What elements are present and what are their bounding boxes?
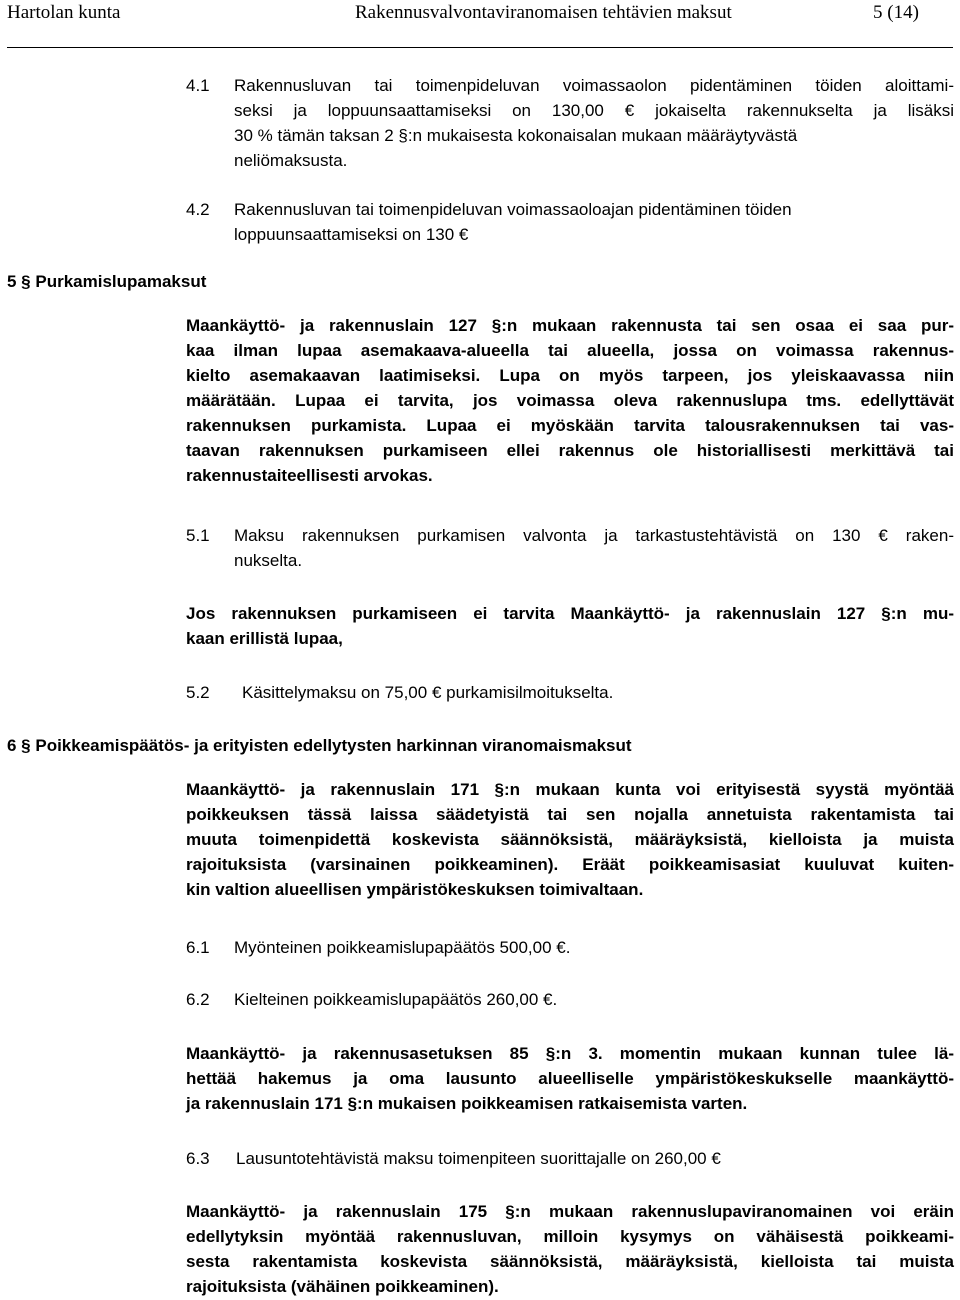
text-line: kin valtion alueellisen ympäristökeskuksen toimivaltaan. (186, 880, 644, 899)
page-header (0, 0, 960, 30)
paragraph-6-statement (186, 1041, 954, 1116)
item-text-6-2: Kielteinen poikkeamislupapäätös 260,00 €. (234, 990, 558, 1009)
header-document-title: Rakennusvalvontaviranomaisen tehtävien maksut (355, 2, 732, 23)
text-line: Maksu rakennuksen purkamisen valvonta ja tarkastustehtävistä on 130 € raken- (234, 526, 954, 545)
paragraph-5-no-permit (186, 601, 954, 651)
item-number-6-2: 6.2 (186, 990, 210, 1009)
paragraph-5-1 (234, 523, 954, 573)
text-line: Maankäyttö- ja rakennusasetuksen 85 §:n 3. momentin mukaan kunnan tulee lä- (186, 1044, 954, 1063)
header-divider (7, 47, 953, 48)
text-line: neliömaksusta. (234, 151, 348, 170)
item-number-4-2: 4.2 (186, 200, 210, 219)
text-line: poikkeuksen tässä laissa säädetyistä tai sen nojalla annetuista rakentamista tai (186, 805, 954, 824)
paragraph-6-minor-deviation (186, 1199, 954, 1299)
item-number-6-1: 6.1 (186, 938, 210, 957)
paragraph-4-2 (234, 197, 954, 247)
text-line: muuta toimenpidettä koskevista säännöksistä, määräyksistä, kielloista ja muista (186, 830, 954, 849)
text-line: Jos rakennuksen purkamiseen ei tarvita Maankäyttö- ja rakennuslain 127 §:n mu- (186, 604, 954, 623)
text-line: rajoituksista (varsinainen poikkeaminen). Eräät poikkeamisasiat kuuluvat kuiten- (186, 855, 954, 874)
item-text-5-2: Käsittelymaksu on 75,00 € purkamisilmoitukselta. (242, 683, 614, 702)
item-number-5-2: 5.2 (186, 683, 210, 702)
text-line: Maankäyttö- ja rakennuslain 127 §:n mukaan rakennusta tai sen osaa ei saa pur- (186, 316, 954, 335)
header-municipality: Hartolan kunta (7, 2, 121, 23)
text-line: hettää hakemus ja oma lausunto alueelliselle ympäristökeskukselle maankäyttö- (186, 1069, 954, 1088)
item-text-6-1: Myönteinen poikkeamislupapäätös 500,00 €. (234, 938, 571, 957)
item-number-5-1: 5.1 (186, 526, 210, 545)
item-number-6-3: 6.3 (186, 1149, 210, 1168)
text-line: Maankäyttö- ja rakennuslain 171 §:n mukaan kunta voi erityisestä syystä myöntää (186, 780, 954, 799)
section-heading-6: 6 § Poikkeamispäätös- ja erityisten edellytysten harkinnan viranomaismaksut (7, 736, 632, 755)
text-line: nukselta. (234, 551, 303, 570)
item-number-4-1: 4.1 (186, 76, 210, 95)
paragraph-6 (186, 777, 954, 902)
text-line: loppuunsaattamiseksi on 130 € (234, 225, 469, 244)
text-line: Rakennusluvan tai toimenpideluvan voimassaolon pidentäminen töiden aloittami- (234, 76, 954, 95)
text-line: kaa ilman lupaa asemakaava-alueella tai alueella, jossa on voimassa rakennus- (186, 341, 954, 360)
paragraph-5 (186, 313, 954, 488)
text-line: kielto asemakaavan laatimiseksi. Lupa on myös tarpeen, jos yleiskaavassa niin (186, 366, 954, 385)
text-line: seksi ja loppuunsaattamiseksi on 130,00 € jokaiselta rakennukselta ja lisäksi (234, 101, 954, 120)
text-line: sesta rakentamista koskevista säännöksistä, määräyksistä, kielloista tai muista (186, 1252, 954, 1271)
item-text-6-3: Lausuntotehtävistä maksu toimenpiteen suorittajalle on 260,00 € (236, 1149, 721, 1168)
text-line: edellytyksin myöntää rakennusluvan, milloin kysymys on vähäisestä poikkeami- (186, 1227, 954, 1246)
paragraph-4-1 (234, 73, 954, 173)
text-line: ja rakennuslain 171 §:n mukaisen poikkeamisen ratkaisemista varten. (186, 1094, 748, 1113)
text-line: taavan rakennuksen purkamiseen ellei rakennus ole historiallisesti merkittävä tai (186, 441, 954, 460)
header-page-number: 5 (14) (873, 2, 919, 23)
text-line: kaan erillistä lupaa, (186, 629, 343, 648)
text-line: 30 % tämän taksan 2 §:n mukaisesta kokonaisalan mukaan määräytyvästä (234, 126, 798, 145)
text-line: rajoituksista (vähäinen poikkeaminen). (186, 1277, 499, 1296)
section-heading-5: 5 § Purkamislupamaksut (7, 272, 207, 291)
text-line: Rakennusluvan tai toimenpideluvan voimassaoloajan pidentäminen töiden (234, 200, 792, 219)
text-line: määrätään. Lupaa ei tarvita, jos voimassa oleva rakennuslupa tms. edellyttävät (186, 391, 954, 410)
text-line: rakennuksen purkamista. Lupaa ei myöskään tarvita talousrakennuksen tai vas- (186, 416, 954, 435)
text-line: Maankäyttö- ja rakennuslain 175 §:n mukaan rakennuslupaviranomainen voi eräin (186, 1202, 954, 1221)
text-line: rakennustaiteellisesti arvokas. (186, 466, 433, 485)
